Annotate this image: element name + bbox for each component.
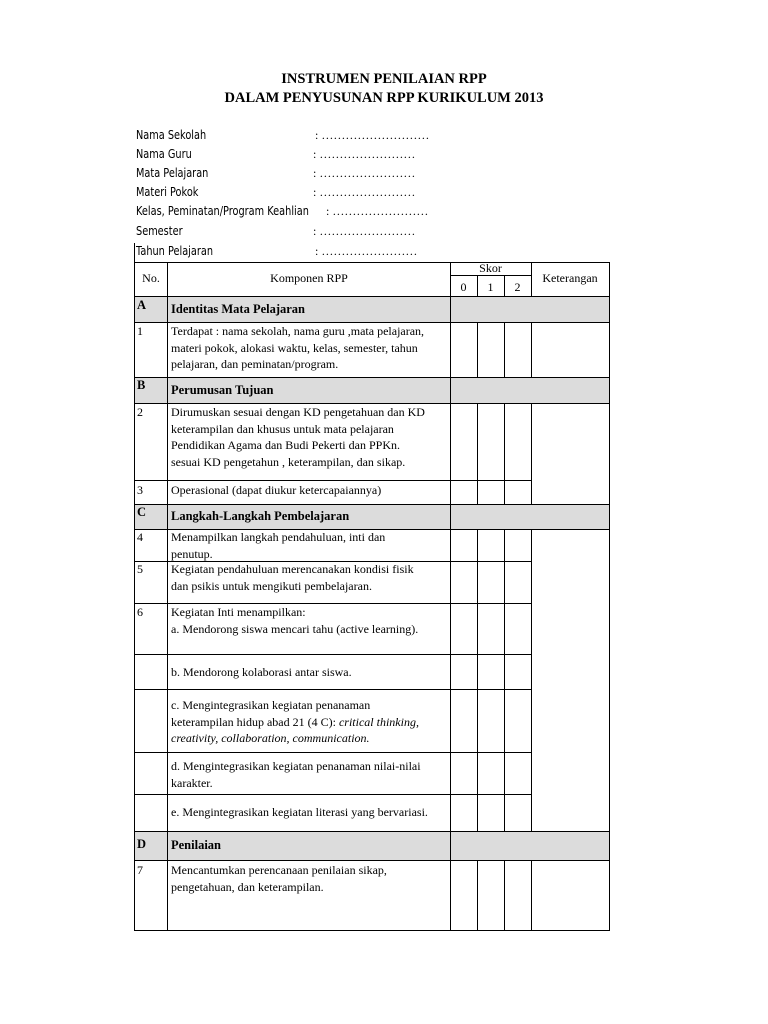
field-kelas-peminatan[interactable]: : …………………… (326, 204, 429, 218)
row-3-no: 3 (137, 483, 143, 497)
label-kelas-peminatan: Kelas, Peminatan/Program Keahlian (136, 203, 309, 218)
row-1-no: 1 (137, 324, 143, 338)
row-4-no: 4 (137, 530, 143, 544)
row-6-no: 6 (137, 605, 143, 619)
row-2-no: 2 (137, 405, 143, 419)
field-mata-pelajaran[interactable]: : …………………… (313, 166, 416, 180)
table-border (504, 529, 505, 831)
row-6b-text: b. Mendorong kolaborasi antar siswa. (171, 665, 352, 679)
table-border (134, 504, 610, 505)
section-b-letter: B (137, 378, 146, 392)
table-border (134, 831, 610, 832)
table-border (134, 794, 531, 795)
field-semester[interactable]: : …………………… (313, 224, 416, 238)
label-mata-pelajaran: Mata Pelajaran (136, 165, 209, 180)
label-semester: Semester (136, 223, 183, 238)
table-border (134, 930, 610, 931)
section-d-title: Penilaian (171, 838, 222, 852)
table-border (504, 403, 505, 504)
row-6e-text: e. Mengintegrasikan kegiatan literasi yang bervariasi. (171, 805, 428, 819)
table-border (134, 480, 531, 481)
row-5-text: Kegiatan pendahuluan merencanakan kondisi fisik dan psikis untuk mengikuti pembelajaran. (171, 562, 414, 593)
table-border (531, 860, 532, 931)
document-title-line2: DALAM PENYUSUNAN RPP KURIKULUM 2013 (224, 90, 544, 106)
label-nama-sekolah: Nama Sekolah (136, 127, 207, 142)
row-6d-text: d. Mengintegrasikan kegiatan penanaman nilai-nilai karakter. (171, 759, 421, 790)
row-5-no: 5 (137, 562, 143, 576)
row-7-no: 7 (137, 863, 143, 877)
table-border (504, 860, 505, 931)
header-no: No. (142, 271, 160, 285)
table-border (134, 262, 610, 263)
label-materi-pokok: Materi Pokok (136, 184, 199, 199)
field-materi-pokok[interactable]: : …………………… (313, 185, 416, 199)
section-a-letter: A (137, 298, 147, 312)
table-border (477, 403, 478, 504)
table-border (477, 529, 478, 831)
table-border (477, 322, 478, 377)
document-title-line1: INSTRUMEN PENILAIAN RPP (281, 71, 487, 87)
label-tahun-pelajaran: Tahun Pelajaran (136, 243, 214, 258)
field-nama-guru[interactable]: : …………………… (313, 147, 416, 161)
section-a-title: Identitas Mata Pelajaran (171, 302, 306, 316)
table-border (134, 752, 531, 753)
table-border (134, 377, 610, 378)
header-score-2: 2 (514, 280, 521, 294)
header-keterangan: Keterangan (542, 271, 598, 285)
table-border (134, 654, 531, 655)
table-border (531, 529, 532, 831)
header-komponen: Komponen RPP (270, 271, 348, 285)
table-border (504, 322, 505, 377)
row-6c-text: c. Mengintegrasikan kegiatan penanaman keterampilan hidup abad 21 (4 C): critical thinking, creativity, collaboration, communication. (171, 698, 419, 745)
table-border (134, 296, 610, 297)
label-nama-guru: Nama Guru (136, 146, 192, 161)
table-border (531, 322, 532, 377)
row-2-text: Dirumuskan sesuai dengan KD pengetahuan dan KD keterampilan dan khusus untuk mata pelajaran Pendidikan Agama dan Budi Pekerti dan PPKn. sesuai KD pengetahun , keterampilan, dan sikap. (171, 405, 425, 469)
table-border (134, 860, 610, 861)
header-score-1: 1 (487, 280, 494, 294)
section-c-letter: C (137, 505, 147, 519)
row-4-text: Menampilkan langkah pendahuluan, inti dan penutup. (171, 530, 386, 561)
row-3-text: Operasional (dapat diukur ketercapaiannya) (171, 483, 382, 497)
table-border (134, 689, 531, 690)
field-tahun-pelajaran[interactable]: : …………………… (315, 244, 418, 258)
field-nama-sekolah[interactable]: : ……………………… (315, 128, 430, 142)
row-7-text: Mencantumkan perencanaan penilaian sikap, pengetahuan, dan keterampilan. (171, 863, 387, 894)
table-border (134, 243, 135, 263)
section-b-title: Perumusan Tujuan (171, 383, 274, 397)
section-d-letter: D (137, 837, 147, 851)
header-skor: Skor (479, 261, 502, 275)
table-border (477, 860, 478, 931)
table-border (531, 403, 532, 504)
section-c-title: Langkah-Langkah Pembelajaran (171, 509, 350, 523)
header-score-0: 0 (460, 280, 467, 294)
row-1-text: Terdapat : nama sekolah, nama guru ,mata pelajaran, materi pokok, alokasi waktu, kelas, semester, tahun pelajaran, dan peminatan/program. (171, 324, 425, 371)
row-6-text: Kegiatan Inti menampilkan: a. Mendorong siswa mencari tahu (active learning). (171, 605, 419, 636)
